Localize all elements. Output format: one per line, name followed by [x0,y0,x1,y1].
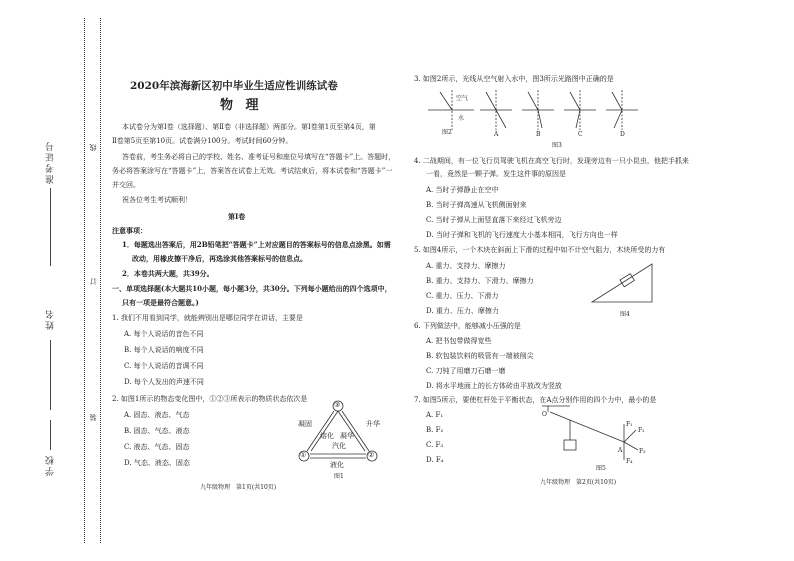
figure-1 [290,400,390,485]
q2-option: A. 固态、液态、气态 [124,411,190,419]
q5-option: C. 重力、压力、下滑力 [426,292,499,300]
q7-stem: 7. 如图5所示，要使杠杆处于平衡状态，在A点分别作用的四个力中，最小的是 [414,396,657,404]
q4-option: A. 当时子弹静止在空中 [426,186,499,194]
q3-stem: 3. 如图2所示，光线从空气射入水中，图3所示光路图中正确的是 [414,75,614,83]
intro-line: 祝各位考生考试顺利！ [122,196,192,204]
f4-label: F₄ [626,458,633,465]
q1-option: A. 每个人说话的音色不同 [124,330,204,338]
figure-4-caption: 图4 [620,311,630,318]
q4-stem: 4. 二战期间，有一位飞行员驾驶飞机在高空飞行时，发现旁边有一只小昆虫，他把手抓来 [414,157,689,165]
pivot-o-label: O [542,411,547,418]
figure-2 [428,88,478,138]
exam-id-blank[interactable] [50,188,51,266]
q2-option: B. 固态、气态、液态 [124,427,190,435]
q1-option: D. 每个人发出的声速不同 [124,378,204,386]
intro-line: 本试卷分为第Ⅰ卷（选择题）、第Ⅱ卷（非选择题）两部分。第Ⅰ卷第1页至第4页，第 [122,123,376,131]
water-label: 水 [458,115,465,122]
choice-c[interactable]: C [578,131,583,138]
q6-option: A. 把书包带做得宽些 [426,337,492,345]
choice-a[interactable]: A [494,131,499,138]
node-3: ③ [334,401,341,409]
page-footer-left: 九年级物理 第1页(共10页) [200,484,277,491]
q5-option: B. 重力、支持力、下滑力、摩擦力 [426,277,534,285]
f2-label: F₂ [638,427,645,434]
name-blank[interactable] [50,340,51,410]
f1-label: F₁ [626,421,633,428]
point-a-label: A [618,447,623,454]
figure-2-caption: 图2 [442,129,452,136]
q6-option: C. 刀钝了用磨刀石磨一磨 [426,367,506,375]
note-line: 1．每题选出答案后，用2B铅笔把“答题卡”上对应题目的答案标号的信息点涂黑。如需 [122,240,391,249]
school-blank[interactable] [50,420,51,450]
q1-stem: 1. 我们不用看到同学，就能辨别出是哪位同学在讲话，主要是 [112,314,303,322]
q4-stem: 一看，竟然是一颗子弹。发生这件事的原因是 [426,170,566,178]
figure-4 [590,260,660,318]
q5-option: D. 重力、压力、摩擦力 [426,307,499,315]
fold-line-outer [84,18,85,543]
q1-option: C. 每个人说话的音调不同 [124,362,204,370]
intro-line: Ⅱ卷第5页至第10页。试卷满分100分。考试时间60分钟。 [112,137,293,145]
choice-d[interactable]: D [620,131,625,138]
q7-option: C. F₃ [426,441,444,449]
part-title: 一、单项选择题(本大题共10小题，每小题3分，共30分。下列每小题给出的四个选项中， [112,284,392,293]
q4-option: B. 当时子弹高速从飞机侧面射来 [426,201,527,209]
binding-mark-line: 线 [89,142,97,151]
school-label: 学校 [46,454,56,476]
part-title: 只有一项是最符合题意。) [122,298,199,307]
choice-b[interactable]: B [536,131,541,138]
subject-title: 物 理 [220,98,263,113]
q4-option: C. 当时子弹从上面竖直落下来经过飞机旁边 [426,216,562,224]
binding-mark-bind: 装 [89,412,97,421]
q7-option: D. F₄ [426,456,444,464]
exam-title: 2020年滨海新区初中毕业生适应性训练试卷 [130,80,338,92]
q5-option: A. 重力、支持力、摩擦力 [426,262,506,270]
fold-line-inner [100,18,101,543]
f3-label: F₃ [639,448,646,455]
node-1: ① [300,451,307,459]
section-title: 第Ⅰ卷 [228,212,246,221]
figure-5 [540,404,650,474]
label-liquefy: 液化 [330,461,344,469]
label-sublime: 升华 [366,420,380,428]
intro-line: 务必将答案涂写在“答题卡”上，答案答在试卷上无效。考试结束后，将本试卷和“答题卡”一 [112,167,393,175]
figure-1-caption: 图1 [334,473,344,480]
q7-option: B. F₂ [426,426,444,434]
q7-option: A. F₁ [426,411,444,419]
exam-id-label: 准考证号 [46,140,56,184]
q6-option: D. 将水平地面上的长方体砖由平放改为竖放 [426,382,562,390]
name-label: 姓名 [46,308,56,330]
notes-title: 注意事项： [112,226,147,235]
q6-option: B. 软包装饮料的吸管有一端被削尖 [426,352,534,360]
label-freeze: 凝固 [298,420,312,428]
q2-option: D. 气态、液态、固态 [124,459,190,467]
node-2: ② [368,451,375,459]
page-footer-right: 九年级物理 第2页(共10页) [540,479,617,486]
intro-line: 答卷前，考生务必将自己的学校、姓名、准考证号和座位号填写在“答题卡”上。答题时， [122,153,396,161]
intro-line: 并交回。 [112,181,140,189]
label-deposit: 凝华 [340,432,354,440]
label-melt: 熔化 [320,432,334,440]
air-label: 空气 [456,95,469,102]
figure-3 [480,88,640,148]
q2-option: C. 液态、气态、固态 [124,443,190,451]
note-line: 改动，用橡皮擦干净后，再选涂其他答案标号的信息点。 [132,254,307,263]
q2-stem: 2. 如图1所示的物态变化图中，①②③所表示的物质状态依次是 [112,395,308,403]
q1-option: B. 每个人说话的响度不同 [124,346,204,354]
label-vaporize: 汽化 [332,442,346,450]
q6-stem: 6. 下列做法中，能够减小压强的是 [414,322,521,330]
note-line: 2．本卷共两大题，共39分。 [122,269,214,278]
q4-option: D. 当时子弹和飞机的飞行速度大小基本相同，飞行方向也一样 [426,231,618,239]
binding-mark-staple: 订 [89,276,97,285]
q5-stem: 5. 如图4所示，一个木块在斜面上下滑的过程中如不计空气阻力，木块所受的力有 [414,246,666,254]
figure-5-caption: 图5 [596,465,606,472]
figure-3-caption: 图3 [552,142,562,149]
